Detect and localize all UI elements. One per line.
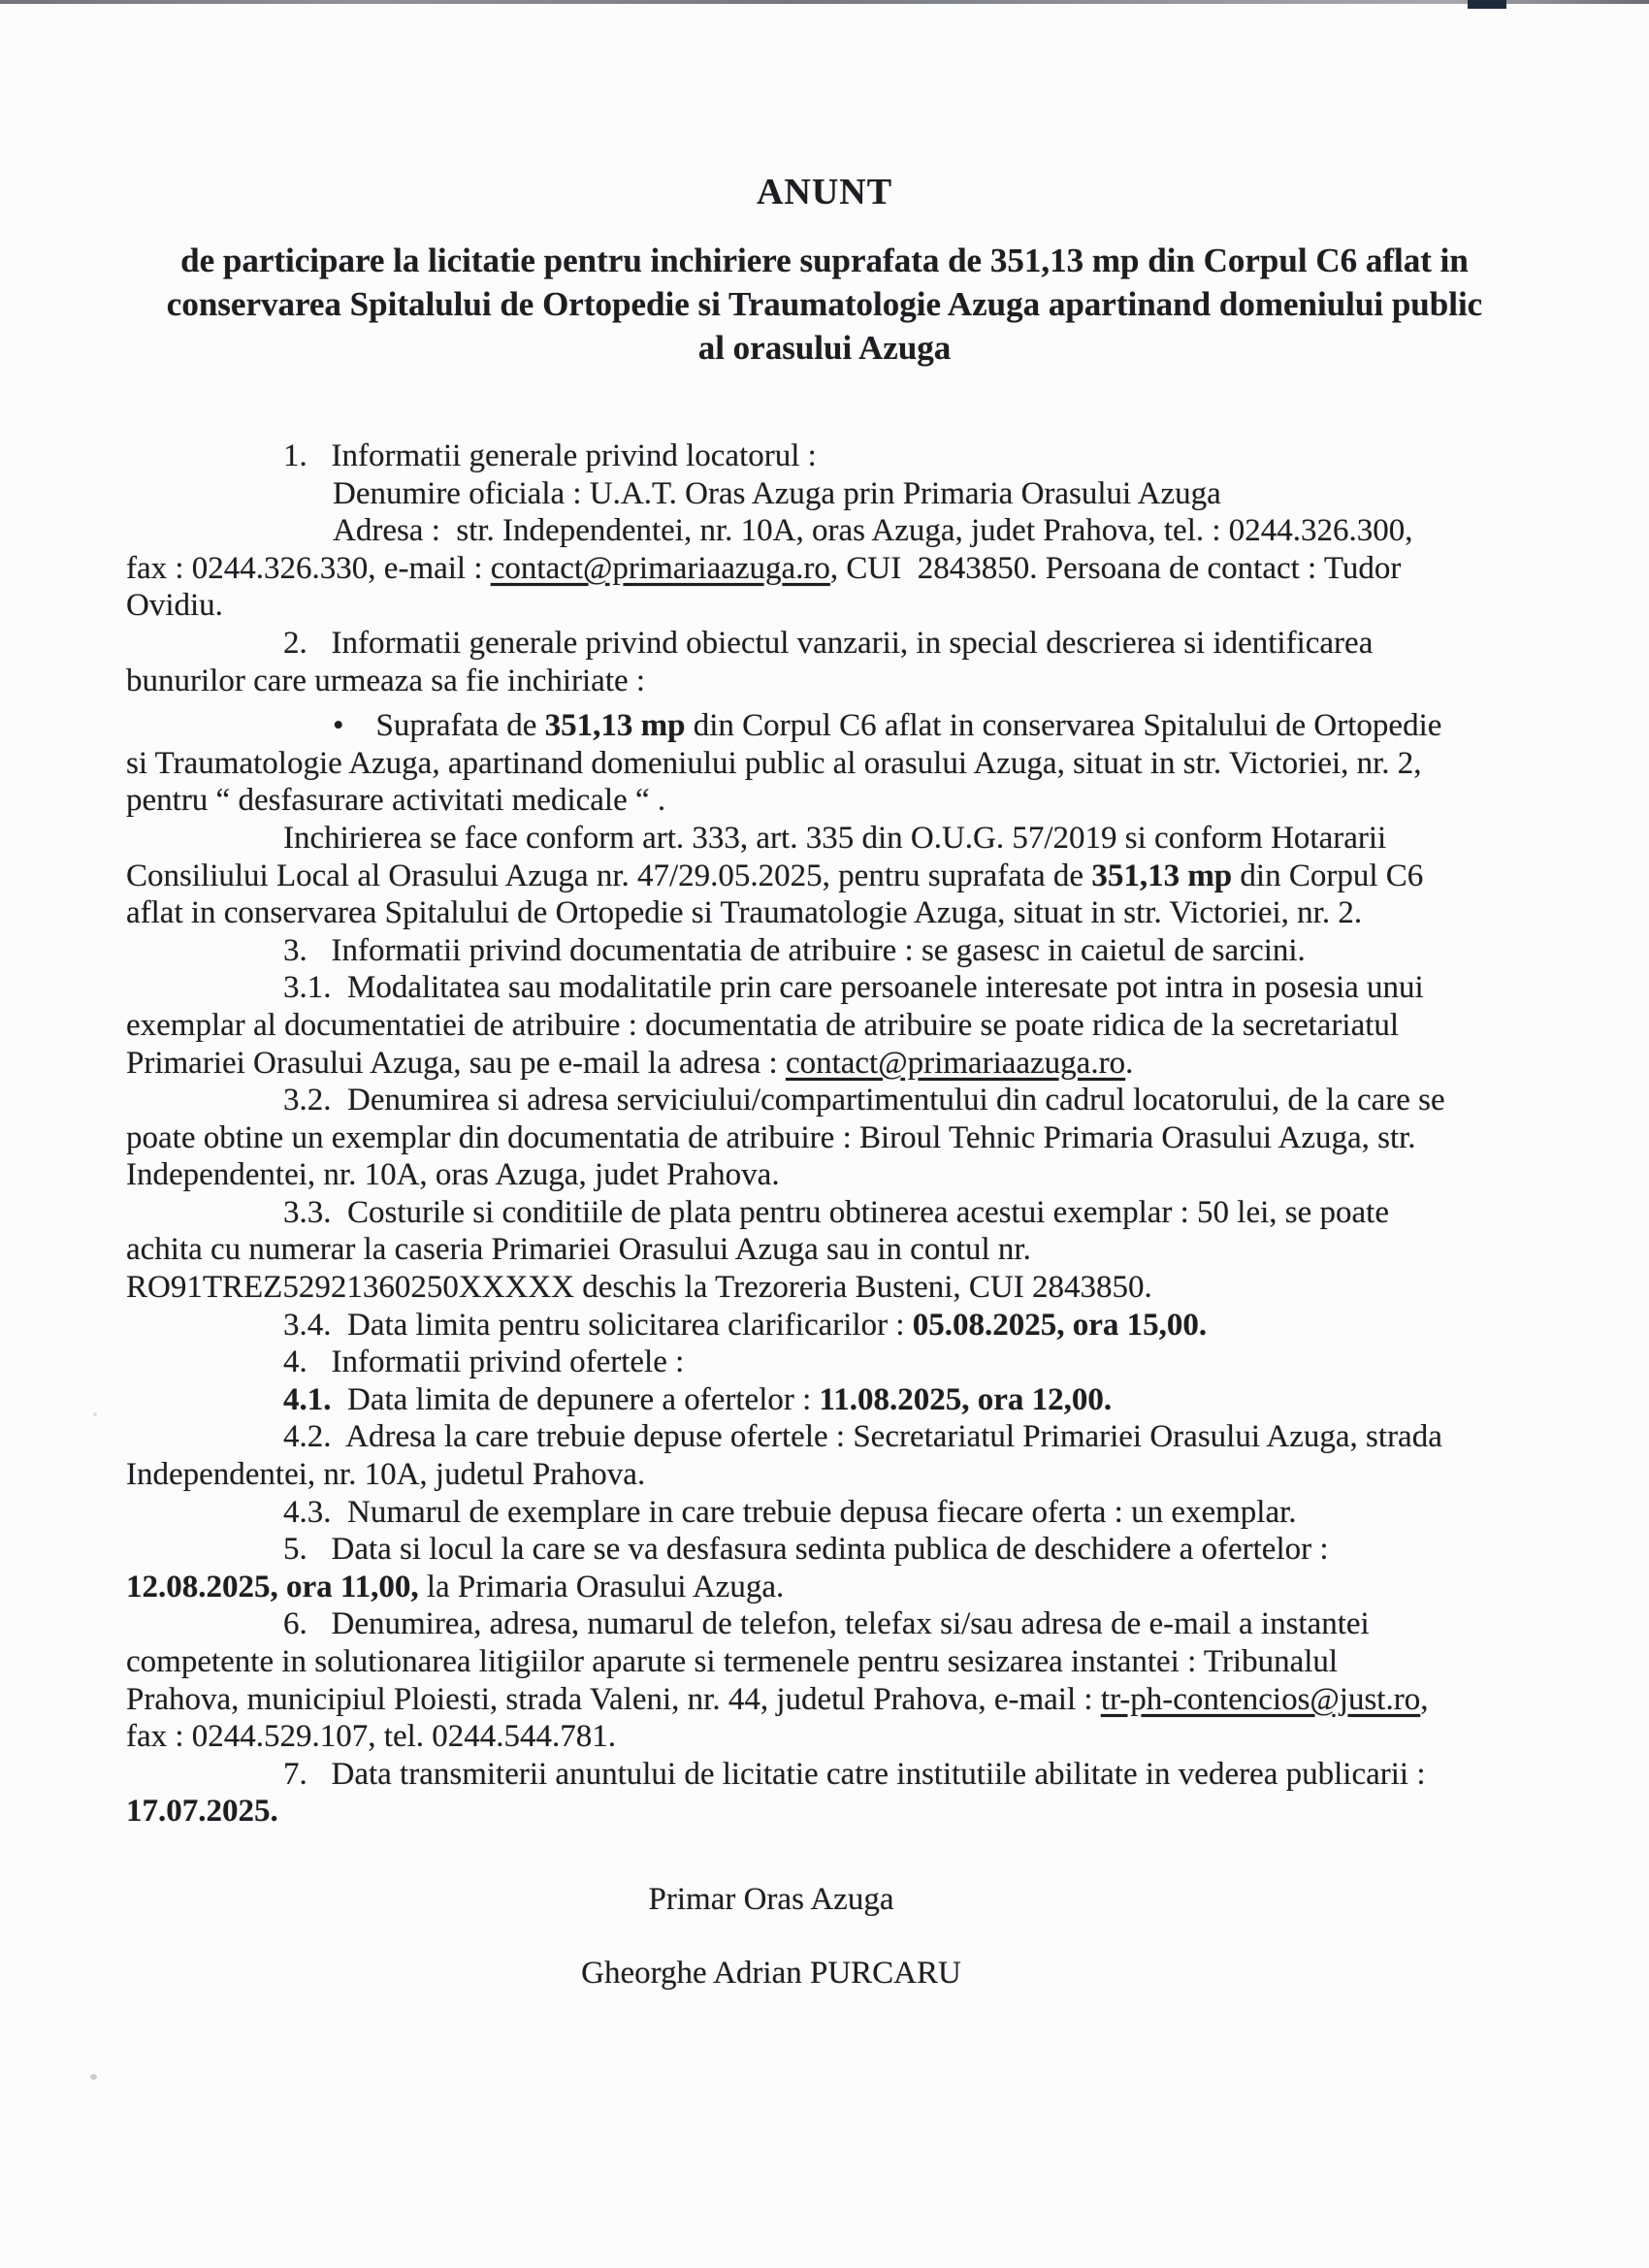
paragraph-3-documentation <box>126 932 1450 970</box>
paragraph-5-text: 5. Data si locul la care se va desfasura sedinta publica de deschidere a ofertelor : <box>283 1532 1337 1568</box>
paragraph-6-court <box>126 1605 1450 1755</box>
paragraph-3-2-text: 3.2. Denumirea si adresa serviciului/compartimentului din cadrul locatorului, de la care se poate obtine un exemplar din documentatia de atribuire : Biroul Tehnic Primaria Orasului Azuga, str. Independentei, nr. 10A, oras Azuga, judet Prahova. <box>126 1083 1453 1193</box>
bullet-item-surface <box>126 707 1450 820</box>
paragraph-4-3-text: 4.3. Numarul de exemplare in care trebuie depusa fiecare oferta : un exemplar. <box>283 1494 1297 1530</box>
paragraph-5-opening-session <box>126 1531 1450 1605</box>
signature-name: Gheorghe Adrian PURCARU <box>581 1955 961 1991</box>
email-link-primaria-2[interactable]: contact@primariaazuga.ro <box>785 1045 1126 1081</box>
scan-corner-artifact <box>1468 0 1506 9</box>
paragraph-6-text-after: , fax : 0244.529.107, tel. 0244.544.781. <box>126 1681 1437 1755</box>
document-body <box>126 437 1453 1831</box>
bullet-text-after: din Corpul C6 aflat in conservarea Spitalului de Ortopedie si Traumatologie Azuga, apartinand domeniului public al orasului Azuga, situat in str. Victoriei, nr. 2, pentru “ desfasurare activitati medicale “ . <box>126 708 1450 819</box>
paragraph-3-3-costs <box>126 1194 1450 1307</box>
paragraph-4-1-number-bold: 4.1. <box>283 1381 332 1417</box>
legal-basis-text: Inchirierea se face conform art. 333, art. 335 din O.U.G. 57/2019 si conform Hotararii Consiliului Local al Orasului Azuga nr. 47/29.05.2025, pentru suprafata de <box>126 820 1395 893</box>
paragraph-3-4-deadline <box>126 1307 1450 1345</box>
paragraph-4-offers <box>126 1344 1450 1381</box>
offer-deadline-bold: 11.08.2025, ora 12,00. <box>819 1381 1113 1417</box>
document-heading: de participare la licitatie pentru inchiriere suprafata de 351,13 mp din Corpul C6 aflat in conservarea Spitalului de Ortopedie si Traumatologie Azuga apartinand domeniului public al orasului Azuga <box>166 242 1483 367</box>
paragraph-1-text: 1. Informatii generale privind locatorul : <box>283 438 817 473</box>
legal-basis-text-after: din Corpul C6 aflat in conservarea Spitalului de Ortopedie si Traumatologie Azuga, situat in str. Victoriei, nr. 2. <box>126 858 1432 931</box>
paragraph-4-2-address <box>126 1418 1450 1493</box>
email-link-court[interactable]: tr-ph-contencios@just.ro <box>1100 1681 1421 1717</box>
clarification-deadline-bold: 05.08.2025, ora 15,00. <box>912 1307 1208 1343</box>
transmission-date-bold: 17.07.2025. <box>126 1794 278 1830</box>
address-text-after: , CUI 2843850. Persoana de contact : Tudor Ovidiu. <box>126 550 1409 624</box>
scan-speck <box>90 2074 97 2080</box>
paragraph-2-object-info <box>126 625 1450 699</box>
paragraph-4-text: 4. Informatii privind ofertele : <box>283 1345 685 1380</box>
paragraph-3-1-text-after: . <box>1125 1045 1134 1081</box>
paragraph-address-contact <box>126 512 1450 625</box>
paragraph-4-1-deadline <box>126 1381 1450 1419</box>
paragraph-7-transmission-date <box>126 1756 1450 1831</box>
paragraph-2-text: 2. Informatii generale privind obiectul vanzarii, in special descrierea si identificarea bunurilor care urmeaza sa fie inchiriate : <box>126 625 1381 698</box>
paragraph-3-3-text: 3.3. Costurile si conditiile de plata pentru obtinerea acestui exemplar : 50 lei, se poate achita cu numerar la caseria Primariei Orasului Azuga sau in contul nr. RO91TREZ52921360250XXXXX deschis la Trezoreria Busteni, CUI 2843850. <box>126 1194 1398 1306</box>
paragraph-5-text-after: la Primaria Orasului Azuga. <box>418 1569 785 1604</box>
paragraph-7-text: 7. Data transmiterii anuntului de licitatie catre institutiile abilitate in vederea publicarii : <box>283 1756 1434 1792</box>
paragraph-6-text: 6. Denumirea, adresa, numarul de telefon, telefax si/sau adresa de e-mail a instantei competente in solutionarea litigiilor aparute si termenele pentru sesizarea instantei : Tribunalul Prahova, municipiul Ploiesti, strada Valeni, nr. 44, judetul Prahova, e-mail : <box>126 1606 1377 1717</box>
paragraph-4-1-text: Data limita de depunere a ofertelor : <box>331 1381 820 1417</box>
paragraph-4-2-text: 4.2. Adresa la care trebuie depuse ofertele : Secretariatul Primariei Orasului Azuga, strada Independentei, nr. 10A, judetul Prahova. <box>126 1419 1451 1493</box>
paragraph-3-2-service <box>126 1082 1453 1194</box>
signature-role: Primar Oras Azuga <box>648 1881 894 1917</box>
scan-top-edge-artifact <box>0 0 1649 4</box>
paragraph-3-1-text: 3.1. Modalitatea sau modalitatile prin care persoanele interesate pot intra in posesia unui exemplar al documentatiei de atribuire : documentatia de atribuire se poate ridica de la secretariatul Primariei Orasului Azuga, sau pe e-mail la adresa : <box>126 970 1432 1081</box>
paragraph-3-4-text: 3.4. Data limita pentru solicitarea clarificarilor : <box>283 1307 913 1343</box>
surface-value-bold: 351,13 mp <box>544 708 686 744</box>
paragraph-3-1-modality <box>126 969 1450 1082</box>
email-link-primaria[interactable]: contact@primariaazuga.ro <box>490 550 830 586</box>
paragraph-legal-basis <box>126 820 1450 932</box>
official-name-text: Denumire oficiala : U.A.T. Oras Azuga prin Primaria Orasului Azuga <box>333 475 1221 511</box>
signature-block <box>126 1881 1416 1993</box>
surface-value-bold-2: 351,13 mp <box>1091 858 1233 893</box>
paragraph-3-text: 3. Informatii privind documentatia de atribuire : se gasesc in caietul de sarcini. <box>283 932 1306 968</box>
paragraph-4-3-copies <box>126 1494 1450 1532</box>
scan-speck <box>93 1412 97 1416</box>
opening-date-bold: 12.08.2025, ora 11,00, <box>126 1569 419 1604</box>
paragraph-1-locator-info <box>126 437 1450 475</box>
paragraph-official-name <box>126 475 1450 513</box>
document-title: ANUNT <box>756 172 893 212</box>
address-text: Adresa : str. Independentei, nr. 10A, oras Azuga, judet Prahova, tel. : 0244.326.300, fax : 0244.326.330, e-mail : <box>126 513 1421 586</box>
bullet-text: • Suprafata de <box>333 708 545 744</box>
